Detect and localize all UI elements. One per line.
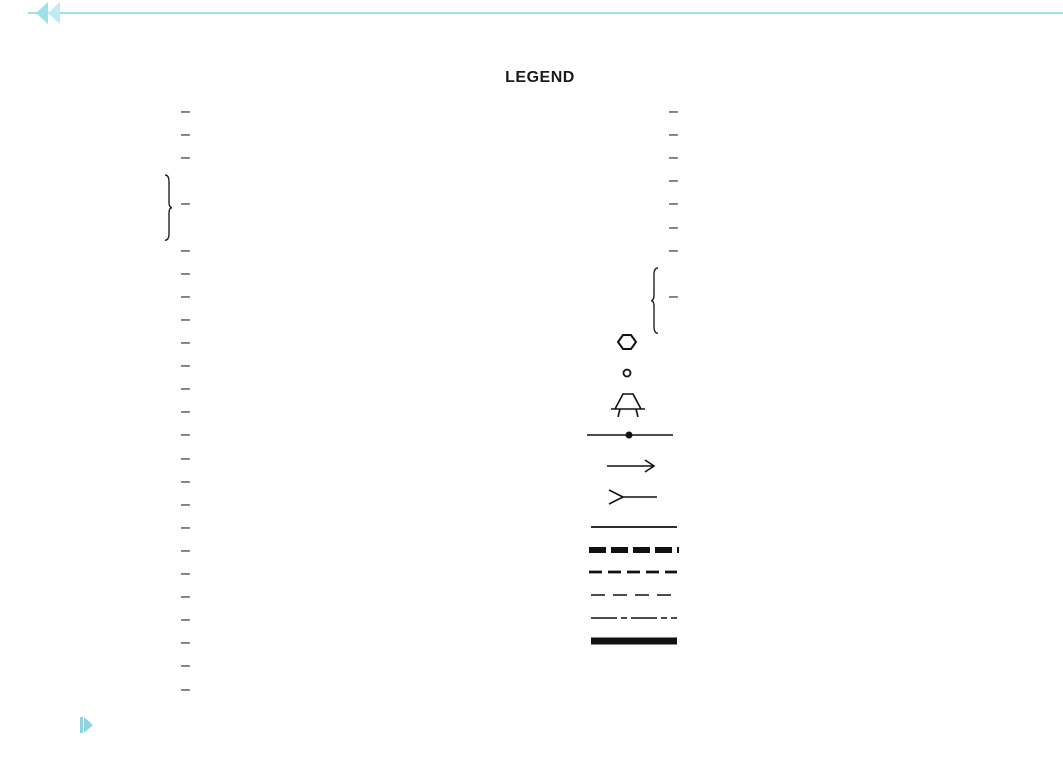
legend-dash: – <box>669 287 678 305</box>
legend-dash: – <box>669 172 678 190</box>
legend-dash: – <box>669 195 678 213</box>
legend-dash: – <box>181 195 190 213</box>
legend-dash: – <box>181 472 190 490</box>
legend-title: LEGEND <box>505 69 575 86</box>
legend-dash: – <box>181 495 190 513</box>
legend-dash: – <box>181 449 190 467</box>
heavy-solid-line-icon <box>585 626 685 656</box>
legend-dash: – <box>669 241 678 259</box>
forward-arrow-icon[interactable] <box>80 715 94 735</box>
legend-dash: – <box>181 357 190 375</box>
legend-dash: – <box>181 310 190 328</box>
legend-dash: – <box>181 334 190 351</box>
legend-dash: – <box>669 126 678 144</box>
legend-dash: – <box>181 287 190 305</box>
legend-dash: – <box>181 680 190 698</box>
transformer-brace <box>650 267 660 334</box>
legend-dash: – <box>181 264 190 282</box>
legend-dash: – <box>181 380 190 398</box>
legend-dash: – <box>181 541 190 559</box>
legend-dash: – <box>181 241 190 259</box>
legend-dash: – <box>181 103 190 120</box>
legend-dash: – <box>181 565 190 582</box>
legend-dash: – <box>181 634 190 652</box>
field-splice-icon <box>585 389 685 419</box>
plug-arrow-icon <box>585 451 685 481</box>
legend-dash: – <box>181 149 190 167</box>
legend-dash: – <box>181 657 190 675</box>
legend-dash: – <box>181 588 190 606</box>
back-arrow-icon[interactable] <box>34 0 62 26</box>
legend-dash: – <box>669 149 678 167</box>
small-circle-icon <box>585 358 685 388</box>
legend-dash: – <box>669 218 678 236</box>
hexagon-icon <box>585 327 685 357</box>
legend-dash: – <box>181 126 190 144</box>
legend-dash: – <box>181 611 190 629</box>
splice-icon <box>585 420 685 450</box>
legend-dash: – <box>181 403 190 421</box>
legend-dash: – <box>181 518 190 536</box>
legend-dash: – <box>669 103 678 120</box>
compressor-brace <box>163 174 173 241</box>
top-rule <box>28 12 1063 14</box>
receptacle-icon <box>585 482 685 512</box>
legend-dash: – <box>181 426 190 444</box>
